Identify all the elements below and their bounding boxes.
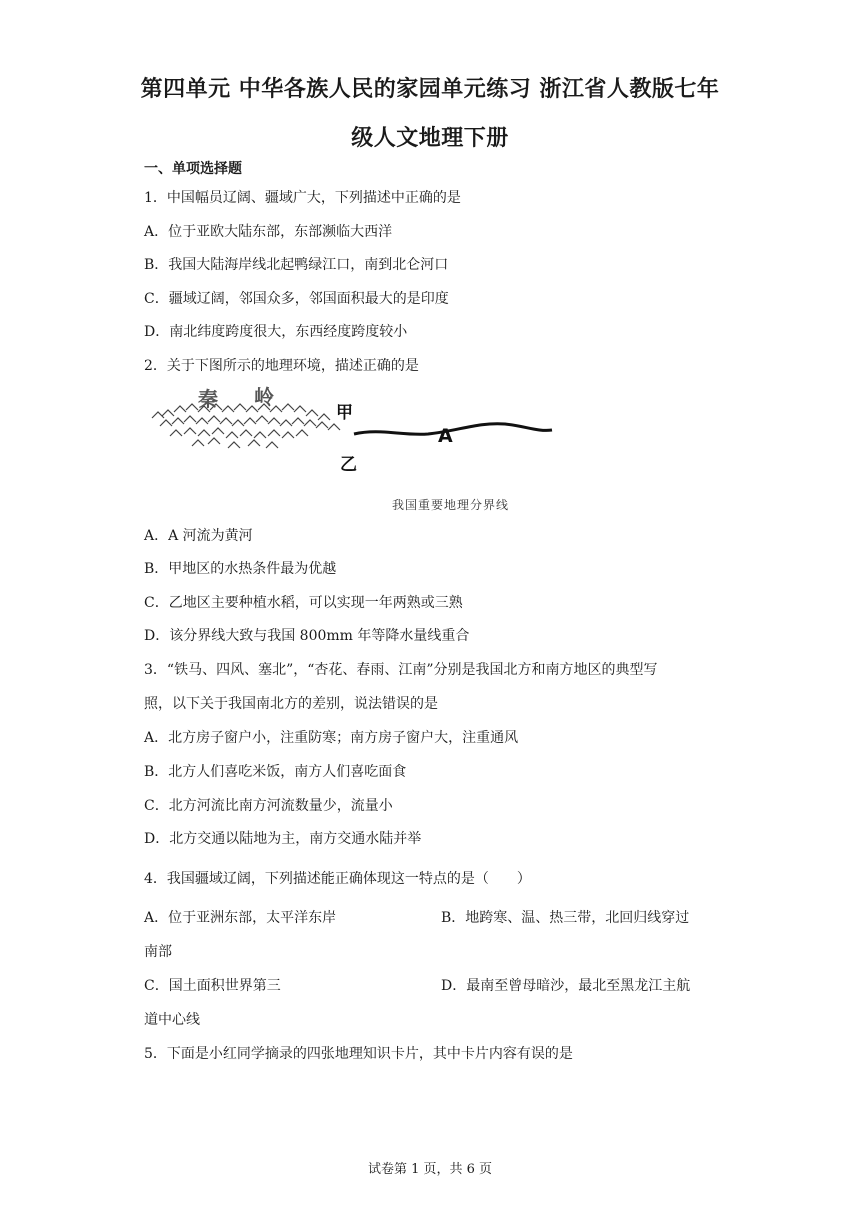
mountain-label-ling: 岭 xyxy=(254,385,274,409)
q4-option-c: C．国土面积世界第三 xyxy=(144,978,281,994)
q4-option-b: B．地跨寒、温、热三带，北回归线穿过 xyxy=(441,910,690,926)
q4-option-d-continued: 道中心线 xyxy=(144,1012,200,1028)
q4-option-a: A．位于亚洲东部，太平洋东岸 xyxy=(144,910,337,926)
q5-stem: 5．下面是小红同学摘录的四张地理知识卡片，其中卡片内容有误的是 xyxy=(144,1046,573,1062)
q3-option-b: B．北方人们喜吃米饭，南方人们喜吃面食 xyxy=(144,764,407,780)
q4-option-d: D．最南至曾母暗沙，最北至黑龙江主航 xyxy=(441,978,691,994)
label-jia: 甲 xyxy=(336,403,353,423)
q3-option-c: C．北方河流比南方河流数量少，流量小 xyxy=(144,798,393,814)
q1-option-b: B．我国大陆海岸线北起鸭绿江口，南到北仑河口 xyxy=(144,257,449,273)
q2-stem: 2．关于下图所示的地理环境，描述正确的是 xyxy=(144,358,419,374)
figure-caption: 我国重要地理分界线 xyxy=(392,498,510,512)
doc-title-line-1: 第四单元 中华各族人民的家园单元练习 浙江省人教版七年 xyxy=(140,77,720,102)
q2-option-b: B．甲地区的水热条件最为优越 xyxy=(144,561,337,577)
q2-option-d: D．该分界线大致与我国 800mm 年等降水量线重合 xyxy=(144,628,470,644)
q2-option-c: C．乙地区主要种植水稻，可以实现一年两熟或三熟 xyxy=(144,595,463,611)
q1-stem: 1．中国幅员辽阔、疆域广大，下列描述中正确的是 xyxy=(144,190,461,206)
q2-option-a: A．A 河流为黄河 xyxy=(144,528,253,544)
huaihe-river-line xyxy=(354,424,552,435)
q3-stem-line-1: 3．“铁马、四风、塞北”，“杏花、春雨、江南”分别是我国北方和南方地区的典型写 xyxy=(144,662,658,678)
doc-title-line-2: 级人文地理下册 xyxy=(351,126,509,151)
mountain-label-qin: 秦 xyxy=(198,387,218,411)
q3-stem-line-2: 照，以下关于我国南北方的差别，说法错误的是 xyxy=(144,696,438,712)
q1-option-d: D．南北纬度跨度很大，东西经度跨度较小 xyxy=(144,324,408,340)
qinling-mountains-icon xyxy=(152,404,340,448)
q1-option-c: C．疆域辽阔，邻国众多，邻国面积最大的是印度 xyxy=(144,291,449,307)
q3-option-d: D．北方交通以陆地为主，南方交通水陆并举 xyxy=(144,831,422,847)
boundary-map xyxy=(140,382,560,517)
label-yi: 乙 xyxy=(340,455,357,475)
q3-option-a: A．北方房子窗户小，注重防寒；南方房子窗户大，注重通风 xyxy=(144,730,519,746)
section-heading: 一、单项选择题 xyxy=(144,161,242,177)
river-label-a: A xyxy=(438,425,453,447)
page-footer: 试卷第 1 页，共 6 页 xyxy=(367,1162,493,1177)
boundary-figure xyxy=(140,382,560,517)
q4-option-b-continued: 南部 xyxy=(144,944,172,960)
q4-stem: 4．我国疆域辽阔，下列描述能正确体现这一特点的是（ ） xyxy=(144,871,531,887)
q1-option-a: A．位于亚欧大陆东部，东部濒临大西洋 xyxy=(144,224,393,240)
